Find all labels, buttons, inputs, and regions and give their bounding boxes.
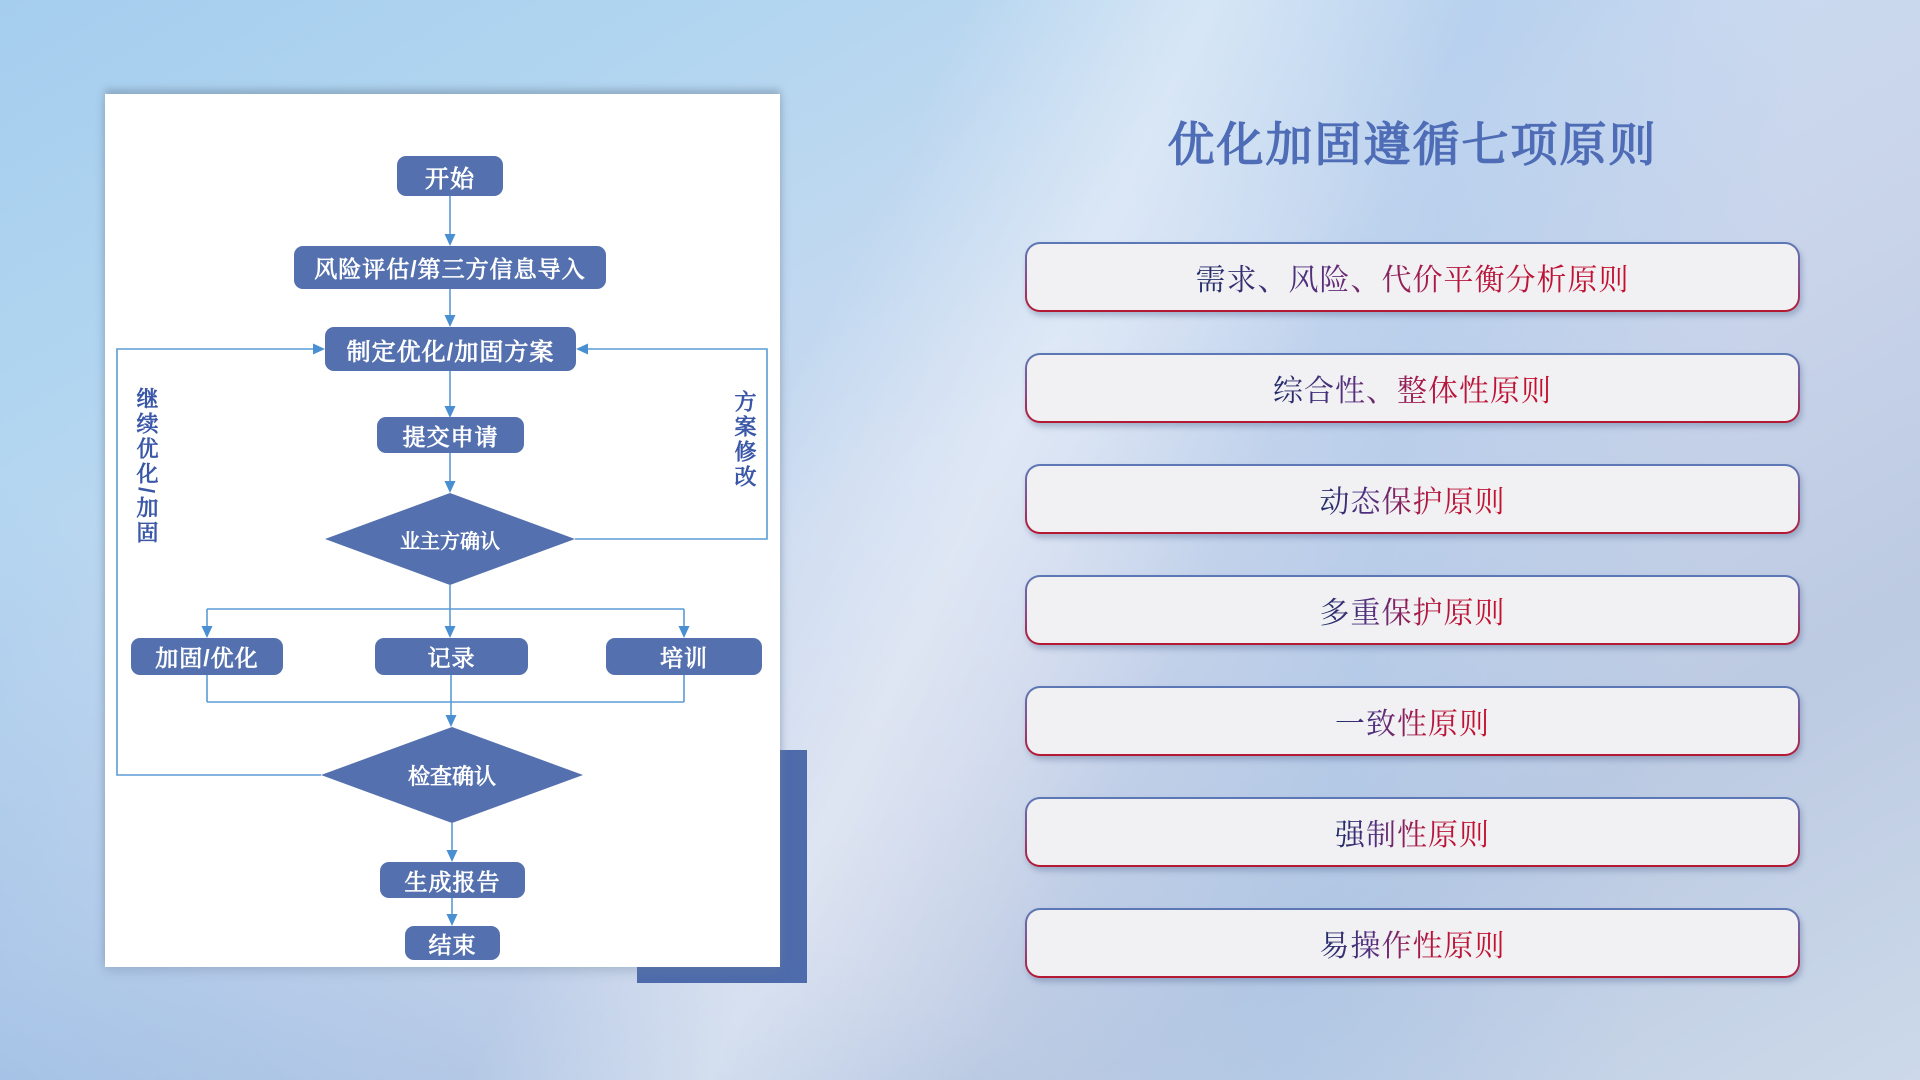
flow-node-check-confirm-label: 检查确认 bbox=[407, 763, 496, 789]
principle-box-7-inner bbox=[1027, 910, 1798, 976]
principle-box-6 bbox=[1025, 797, 1800, 867]
flow-node-training: 培训 bbox=[606, 638, 762, 675]
flowchart-panel bbox=[105, 94, 780, 967]
principles-section bbox=[1025, 0, 1800, 1080]
principle-text-7: 易操作性原则 bbox=[1320, 921, 1506, 965]
principle-box-5-inner bbox=[1027, 688, 1798, 754]
flow-node-record: 记录 bbox=[375, 638, 528, 675]
principle-text-5: 一致性原则 bbox=[1335, 699, 1490, 743]
principle-box-2-inner bbox=[1027, 355, 1798, 421]
principle-box-3 bbox=[1025, 464, 1800, 534]
flow-node-start: 开始 bbox=[397, 156, 503, 196]
principle-text-2: 综合性、整体性原则 bbox=[1273, 366, 1552, 410]
principle-box-5 bbox=[1025, 686, 1800, 756]
principle-box-3-inner bbox=[1027, 466, 1798, 532]
flow-node-end: 结束 bbox=[405, 926, 500, 960]
edge-label-continue-loop: 继续优化/加固 bbox=[134, 387, 159, 547]
principle-box-4-inner bbox=[1027, 577, 1798, 643]
principle-text-1: 需求、风险、代价平衡分析原则 bbox=[1196, 255, 1630, 299]
flow-node-risk-import: 风险评估/第三方信息导入 bbox=[294, 246, 606, 289]
principle-box-6-inner bbox=[1027, 799, 1798, 865]
principle-box-1-inner bbox=[1027, 244, 1798, 310]
flow-node-report: 生成报告 bbox=[380, 862, 525, 898]
flow-node-reinforce: 加固/优化 bbox=[131, 638, 283, 675]
principle-box-4 bbox=[1025, 575, 1800, 645]
principle-box-1 bbox=[1025, 242, 1800, 312]
edge-label-modify-loop: 方案修改 bbox=[732, 390, 757, 490]
flow-node-owner-confirm-label: 业主方确认 bbox=[400, 530, 500, 553]
principle-text-4: 多重保护原则 bbox=[1320, 588, 1506, 632]
flow-node-submit: 提交申请 bbox=[377, 417, 524, 453]
page-title: 优化加固遵循七项原则 bbox=[1167, 118, 1658, 171]
flow-node-make-plan: 制定优化/加固方案 bbox=[325, 327, 576, 371]
principle-box-7 bbox=[1025, 908, 1800, 978]
principle-box-2 bbox=[1025, 353, 1800, 423]
principle-text-3: 动态保护原则 bbox=[1320, 477, 1506, 521]
principle-text-6: 强制性原则 bbox=[1335, 810, 1490, 854]
